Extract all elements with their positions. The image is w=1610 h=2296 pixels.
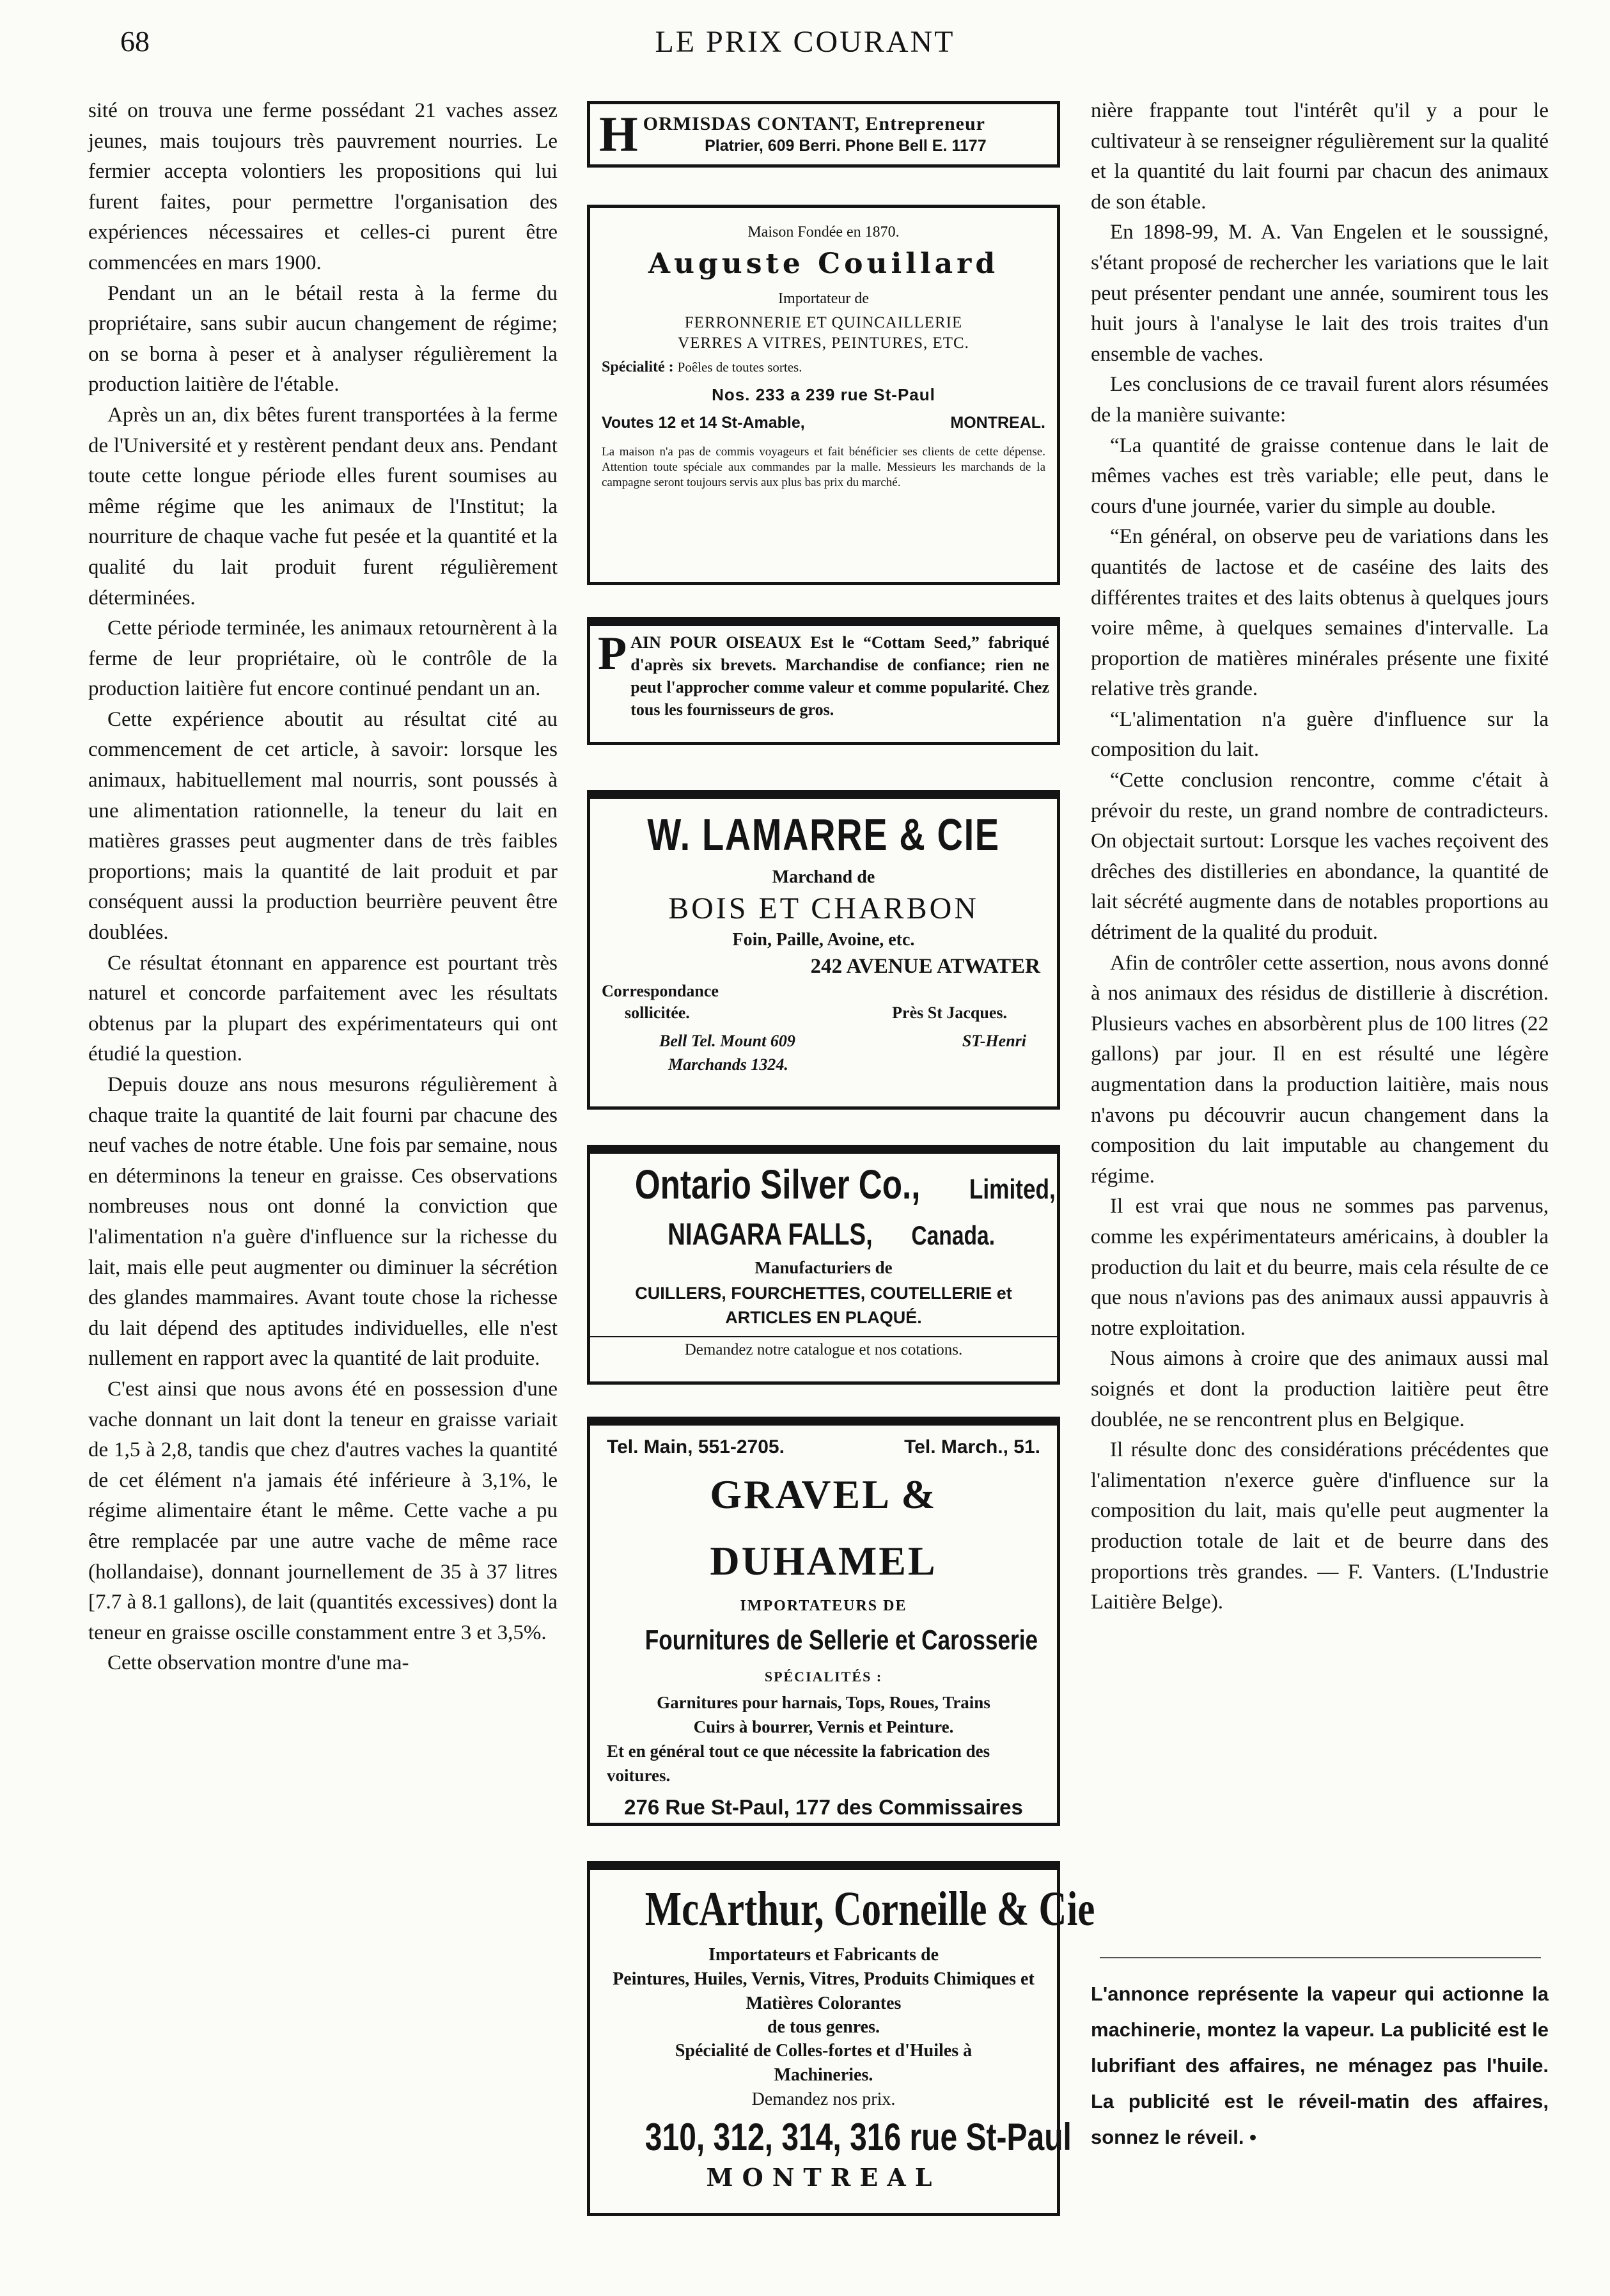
- left-article-paragraph: Après un an, dix bêtes furent transportées à la ferme de l'Université et y restèrent pendant deux ans. Pendant toute cette longue période elles furent soumises au même régime que les animaux de l'Institut; la nourriture de chaque vache fut pesée et la quantité et la qualité du lait produit furent régulièrement déterminées.: [88, 403, 558, 609]
- ad-couillard: [587, 205, 1060, 585]
- ad-lamarre-district: ST-Henri: [962, 1032, 1026, 1050]
- ad-gravel-tel2: Tel. March., 51.: [904, 1436, 1040, 1458]
- ad-ontario-goods: CUILLERS, FOURCHETTES, COUTELLERIE et ARTICLES EN PLAQUÉ.: [635, 1284, 1012, 1327]
- ad-mcarthur-line3: de tous genres.: [767, 2017, 880, 2037]
- ad-ontario-request: Demandez notre catalogue et nos cotations.: [684, 1341, 963, 1358]
- ad-lamarre-goods: BOIS ET CHARBON: [668, 892, 979, 925]
- article-column-left: [88, 96, 558, 1679]
- ad-mcarthur-name: McArthur, Corneille & Cie: [645, 1882, 1095, 1936]
- ad-ontario-country: Canada.: [911, 1220, 995, 1250]
- ad-gravel-goods: Fournitures de Sellerie et Carosserie: [645, 1624, 1038, 1656]
- ad-gravel-spec: SPÉCIALITÉS :: [764, 1669, 883, 1685]
- right-article-paragraph: nière frappante tout l'intérêt qu'il y a pour le cultivateur à se renseigner régulièrement sur la qualité et la quantité du lait fourni par chacun des animaux de son étable.: [1091, 99, 1549, 214]
- ad-lamarre-name: W. LAMARRE & CIE: [647, 810, 1000, 860]
- left-article-paragraph: Cette expérience aboutit au résultat cité au commencement de cet article, à savoir: lorsque les animaux, habituellement mal nourris, sont poussés à une alimentation rationnelle, la teneur du lait en matières grasses peut augmenter dans de très faibles proportions; mais la quantité de lait produit et par conséquent aussi la production beurrière peuvent être doublées.: [88, 707, 558, 945]
- ad-ontario-makers: Manufacturiers de: [754, 1258, 893, 1277]
- left-article-paragraph: sité on trouva une ferme possédant 21 vaches assez jeunes, mais toujours très pauvrement nourries. Le fermier accepta volontiers les propositions qui lui furent faites, pour permettre l'organisation des expériences nécessaires et celles-ci purent être commencées en mars 1900.: [88, 99, 558, 274]
- ad-couillard-address2: Voutes 12 et 14 St-Amable,: [602, 414, 805, 432]
- left-article-paragraph: Ce résultat étonnant en apparence est pourtant très naturel et concorde parfaitement avec les résultats obtenus par la plupart des expérimentateurs qui ont étudié la question.: [88, 951, 558, 1066]
- left-article-paragraph: Cette observation montre d'une ma-: [107, 1651, 409, 1675]
- right-article-paragraph: Afin de contrôler cette assertion, nous avons donné à nos animaux des résidus de distillerie à discrétion. Plusieurs vaches en absorbèrent plus de 100 litres (22 gallons) par jour. Il en est résulté une légère augmentation dans la production laitière, mais nous n'avons pu découvrir aucun changement dans la composition du lait imputable au changement du régime.: [1091, 951, 1549, 1188]
- ad-lamarre-corr2: sollicitée.: [625, 1003, 690, 1022]
- ad-couillard-name: Auguste Couillard: [648, 248, 999, 280]
- ad-gravel-spec2: Cuirs à bourrer, Vernis et Peinture.: [693, 1717, 954, 1736]
- ad-contant-line1: ORMISDAS CONTANT, Entrepreneur: [643, 113, 985, 134]
- ad-gravel-importers: IMPORTATEURS DE: [740, 1598, 907, 1614]
- ad-mcarthur-line5: Demandez nos prix.: [751, 2089, 896, 2109]
- ad-pain-oiseaux: [587, 617, 1060, 745]
- ad-mcarthur-line4: Spécialité de Colles-fortes et d'Huiles à Machineries.: [675, 2041, 973, 2085]
- ad-mcarthur-city: MONTREAL: [706, 2163, 941, 2192]
- ad-gravel-name: GRAVEL & DUHAMEL: [710, 1472, 937, 1584]
- ad-lamarre-tel2: Marchands 1324.: [668, 1055, 788, 1074]
- right-article-paragraph: Il résulte donc des considérations précédentes que l'alimentation n'exerce guère d'influence sur la composition du lait, mais qu'elle peut augmenter la production totale de lait et de beurre dans des proportions très grandes. — F. Vanters. (L'Industrie Laitière Belge).: [1091, 1438, 1549, 1614]
- ad-couillard-notice: La maison n'a pas de commis voyageurs et fait bénéficier ses clients de cette dépense. Attention toute spéciale aux commandes par la malle. Messieurs les marchands de la campagne seront toujours servis aux plus bas prix du marché.: [602, 445, 1045, 489]
- ad-contant: [587, 101, 1060, 168]
- ad-gravel-spec3: Et en général tout ce que nécessite la fabrication des voitures.: [607, 1742, 990, 1785]
- right-article-paragraph: “En général, on observe peu de variations dans les quantités de lactose et de caséine des laits des différentes traites et des laits obtenus à quelques jours voire même, à quelques semaines d'intervalle. La proportion de matières minérales présente une fixité relative très grande.: [1091, 525, 1549, 701]
- ad-couillard-address1: Nos. 233 a 239 rue St-Paul: [712, 385, 935, 404]
- ad-gravel-duhamel: [587, 1417, 1060, 1826]
- ad-lamarre-corr: Correspondance: [602, 982, 719, 1000]
- ad-ontario-name: Ontario Silver Co.,: [634, 1161, 921, 1207]
- right-article-paragraph: Nous aimons à croire que des animaux aussi mal soignés et dont la production laitière peut être doublée, ne se rencontrent plus en Belgique.: [1091, 1347, 1549, 1431]
- ad-lamarre-near: Près St Jacques.: [892, 1003, 1007, 1022]
- right-article-paragraph: “L'alimentation n'a guère d'influence sur la composition du lait.: [1091, 707, 1549, 762]
- left-article-paragraph: Depuis douze ans nous mesurons régulièrement à chaque traite la quantité de lait fourni par chacune des neuf vaches de notre étable. Une fois par semaine, nous en déterminons la teneur en graisse. Ces observations nombreuses nous ont donné la conviction que l'alimentation n'a guère d'influence sur la richesse du lait, mais elle peut augmenter ou diminuer la sécrétion des glandes mammaires. Avant toute chose la richesse du lait dépend des aptitudes individuelles, elle n'est nullement en rapport avec la quantité de lait produite.: [88, 1073, 558, 1371]
- box-note-rule: [1100, 1957, 1541, 1958]
- ad-gravel-spec1: Garnitures pour harnais, Tops, Roues, Trains: [657, 1693, 990, 1712]
- ad-mcarthur-address: 310, 312, 314, 316 rue St-Paul: [645, 2116, 1072, 2158]
- ad-couillard-city: MONTREAL.: [950, 414, 1045, 432]
- ad-couillard-importer: Importateur de: [778, 290, 869, 307]
- page-header: [0, 24, 1610, 69]
- right-article-paragraph: En 1898-99, M. A. Van Engelen et le soussigné, s'étant proposé de rechercher les variations que le lait peut présenter pendant une année, soumirent tous les huit jours à l'analyse le lait des trois traites d'un ensemble de vaches.: [1091, 221, 1549, 366]
- ad-couillard-goods2: VERRES A VITRES, PEINTURES, ETC.: [678, 334, 969, 352]
- right-article-paragraph: “Cette conclusion rencontre, comme c'était à prévoir du reste, un grand nombre de contradicteurs. On objectait surtout: Lorsque les vaches reçoivent des drêches des distilleries en abondance, la quantité de lait sécrété augmente dans de notables proportions au détriment de la qualité du produit.: [1091, 769, 1549, 945]
- ad-lamarre: [587, 790, 1060, 1110]
- left-article-paragraph: C'est ainsi que nous avons été en possession d'une vache donnant un lait dont la teneur en graisse variait de 1,5 à 2,8, tandis que chez d'autres vaches la quantité de cet élément n'a jamais été inférieure à 3,1%, le régime alimentaire étant le même. Cette vache a pu être remplacée par une autre vache de même race (hollandaise), donnant journellement de 35 à 37 litres [7.7 à 8.1 gallons), de lait (quantités excessives) dont la teneur en graisse oscille constamment entre 3 et 3,5%.: [88, 1377, 558, 1644]
- ad-contant-initial: H: [599, 106, 638, 162]
- ad-lamarre-address: 242 AVENUE ATWATER: [810, 955, 1040, 978]
- right-article-paragraph: “La quantité de graisse contenue dans le lait de mêmes vaches est très variable; elle peut, dans le cours d'une journée, varier du simple au double.: [1091, 434, 1549, 518]
- ad-mcarthur-line1: Importateurs et Fabricants de: [708, 1945, 939, 1965]
- left-article-paragraph: Pendant un an le bétail resta à la ferme du propriétaire, sans subir aucun changement de régime; on se borna à peser et à analyser régulièrement la production laitière de l'étable.: [88, 281, 558, 397]
- ad-gravel-tel1: Tel. Main, 551-2705.: [607, 1436, 785, 1458]
- page-title: LE PRIX COURANT: [655, 25, 955, 59]
- ad-pain-text: AIN POUR OISEAUX Est le “Cottam Seed,” fabriqué d'après six brevets. Marchandise de confiance; rien ne peut l'approcher comme valeur et comme popularité. Chez tous les fournisseurs de gros.: [630, 633, 1049, 719]
- ad-mcarthur-line2: Peintures, Huiles, Vernis, Vitres, Produits Chimiques et Matières Colorantes: [613, 1969, 1035, 2013]
- ad-gravel-address: 276 Rue St-Paul, 177 des Commissaires: [624, 1795, 1023, 1819]
- ad-ontario-city: NIAGARA FALLS,: [667, 1218, 873, 1252]
- ad-lamarre-merchant: Marchand de: [772, 867, 875, 887]
- ad-lamarre-goods2: Foin, Paille, Avoine, etc.: [732, 930, 915, 950]
- publicity-note: L'annonce représente la vapeur qui actionne la machinerie, montez la vapeur. La publicité est le lubrifiant des affaires, ne ménagez pas l'huile. La publicité est le réveil-matin des affaires, sonnez le réveil. •: [1091, 1983, 1549, 2148]
- ad-couillard-specialty-label: Spécialité :: [602, 359, 674, 375]
- ad-mcarthur: [587, 1861, 1095, 2216]
- ad-couillard-specialty: Poêles de toutes sortes.: [677, 359, 802, 375]
- right-article-paragraph: Les conclusions de ce travail furent alors résumées de la manière suivante:: [1091, 373, 1549, 427]
- ad-couillard-goods1: FERRONNERIE ET QUINCAILLERIE: [684, 314, 963, 331]
- page-number: 68: [120, 25, 150, 58]
- article-column-right: [1091, 96, 1549, 1618]
- left-article-paragraph: Cette période terminée, les animaux retournèrent à la ferme de leur propriétaire, où le contrôle de la production laitière fut encore continué pendant un an.: [88, 617, 558, 701]
- ad-ontario-silver: [587, 1145, 1060, 1385]
- right-article-paragraph: Il est vrai que nous ne sommes pas parvenus, comme les expérimentateurs américains, à doubler la production du lait et du beurre, mais cela résulte de ce que nous n'avions pas des animaux aussi appauvris à notre exploitation.: [1091, 1195, 1549, 1340]
- ad-pain-initial: P: [598, 627, 627, 680]
- ad-contant-line2: Platrier, 609 Berri. Phone Bell E. 1177: [705, 137, 987, 155]
- ad-lamarre-tel: Bell Tel. Mount 609: [659, 1032, 795, 1050]
- ad-ontario-limited: Limited,: [969, 1174, 1056, 1205]
- ad-couillard-founded: Maison Fondée en 1870.: [747, 224, 900, 240]
